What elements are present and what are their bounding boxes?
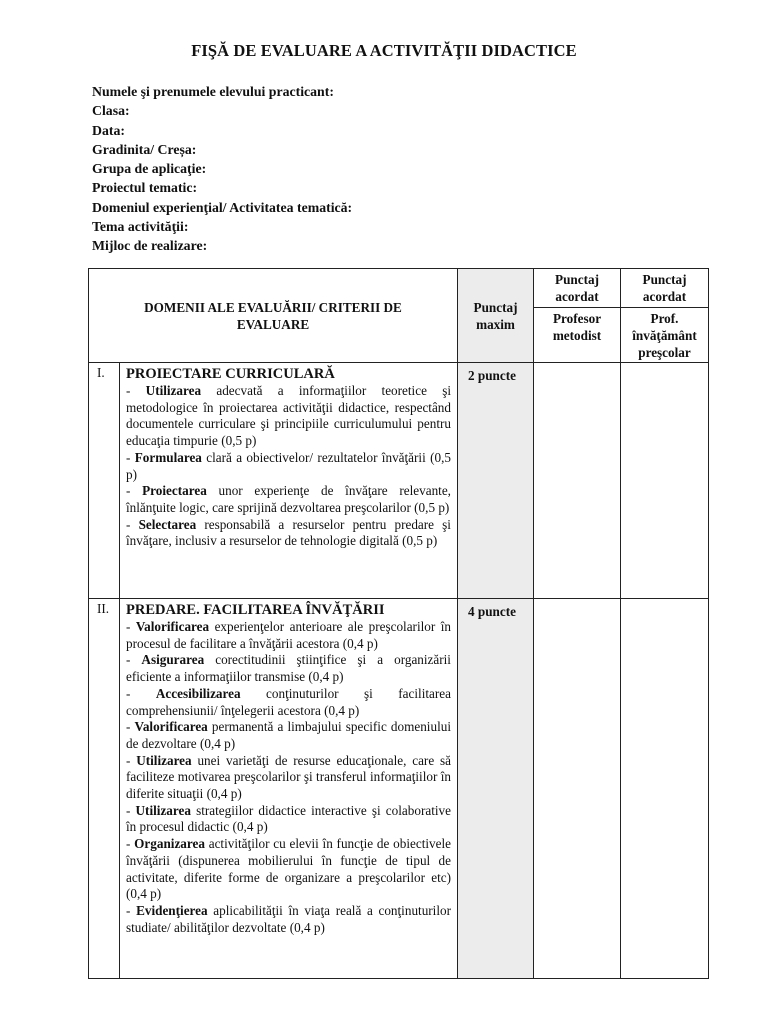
field-activity-theme: Tema activităţii:	[92, 219, 189, 235]
score-methodist-cell[interactable]	[534, 599, 621, 979]
student-info-fields	[92, 82, 352, 256]
criterion-item: - Selectarea responsabilă a resurselor pentru predare şi învăţare, inclusiv a resurselor de tehnologie digitală (0,5 p)	[126, 516, 451, 549]
table-row	[89, 599, 709, 979]
field-student-name: Numele şi prenumele elevului practicant:	[92, 84, 334, 99]
criterion-item: - Valorificarea permanentă a limbajului specific domeniului de dezvoltare (0,4 p)	[126, 719, 451, 751]
criterion-item: - Formularea clară a obiectivelor/ rezultatelor învăţării (0,5 p)	[126, 449, 451, 482]
field-experiential-domain: Domeniul experienţial/ Activitatea tematică:	[92, 199, 353, 215]
subheader-preschool-teacher: Prof. învăţământ preşcolar	[632, 311, 697, 360]
subheader-methodist: Profesor metodist	[552, 311, 602, 343]
section-max-points: 2 puncte	[458, 363, 534, 599]
section-number: II.	[89, 599, 120, 979]
header-awarded-2-cell	[621, 269, 709, 308]
criterion-item: - Utilizarea strategiilor didactice interactive şi colaborative în procesul didactic (0,4 p)	[126, 802, 451, 835]
score-preschool-teacher-cell[interactable]	[621, 599, 709, 979]
subheader-preschool-teacher-cell	[621, 308, 709, 363]
table-row	[89, 363, 709, 599]
field-kindergarten: Gradinita/ Creșa:	[92, 141, 197, 157]
section-criteria-cell	[120, 363, 458, 599]
evaluation-table	[88, 268, 709, 979]
header-awarded-1: Punctaj acordat	[555, 272, 599, 304]
section-title: PREDARE. FACILITAREA ÎNVĂŢĂRII	[126, 602, 385, 618]
criterion-item: - Utilizarea unei varietăţi de resurse educaţionale, care să faciliteze motivarea preşcolarilor şi transferul informaţiilor în diferite situaţii (0,4 p)	[126, 752, 451, 802]
header-awarded-1-cell	[534, 269, 621, 308]
criterion-item: - Asigurarea corectitudinii ştiinţifice şi a organizării eficiente a informaţiilor transmise (0,4 p)	[126, 652, 451, 685]
score-preschool-teacher-cell[interactable]	[621, 363, 709, 599]
criterion-item: - Utilizarea adecvată a informaţiilor teoretice şi metodologice în proiectarea activităţii didactice, respectând documentele curriculare şi principiile curriculumului pentru educaţia timpurie (0,5 p)	[126, 383, 451, 449]
field-application-group: Grupa de aplicaţie:	[92, 161, 207, 177]
header-criteria-cell	[89, 269, 458, 363]
criterion-item: - Valorificarea experienţelor anterioare ale preşcolarilor în procesul de facilitare a învăţării acestora (0,4 p)	[126, 619, 451, 651]
field-thematic-project: Proiectul tematic:	[92, 180, 198, 196]
document-title: FIŞĂ DE EVALUARE A ACTIVITĂŢII DIDACTICE	[191, 41, 577, 60]
criterion-item: - Evidenţierea aplicabilităţii în viaţa reală a conţinuturilor studiate/ abilităţilor dezvoltate (0,4 p)	[126, 902, 451, 935]
criterion-item: - Proiectarea unor experienţe de învăţare relevante, înlănţuite logic, care sprijină dezvoltarea preşcolarilor (0,5 p)	[126, 483, 451, 515]
section-criteria-cell	[120, 599, 458, 979]
section-max-points: 4 puncte	[458, 599, 534, 979]
table-header-row	[89, 269, 709, 308]
criterion-item: - Accesibilizarea conţinuturilor şi facilitarea comprehensiunii/ înţelegerii acestora (0,4 p)	[126, 685, 451, 718]
header-criteria: DOMENII ALE EVALUĂRII/ CRITERII DE EVALUARE	[144, 299, 402, 332]
header-awarded-2: Punctaj acordat	[642, 272, 687, 304]
header-max-points: Punctaj maxim	[473, 299, 518, 332]
section-number: I.	[89, 363, 120, 599]
score-methodist-cell[interactable]	[534, 363, 621, 599]
subheader-methodist-cell	[534, 308, 621, 363]
field-means-of-realization: Mijloc de realizare:	[92, 238, 208, 254]
criterion-item: - Organizarea activităţilor cu elevii în funcţie de obiectivele învăţării (dispunerea mobilierului în funcţie de tipul de activitate, diferite forme de organizare a preşcolarilor etc) (0,4 p)	[126, 836, 451, 902]
field-date: Data:	[92, 122, 125, 138]
field-class: Clasa:	[92, 103, 130, 119]
section-title: PROIECTARE CURRICULARĂ	[126, 366, 335, 382]
header-max-points-cell	[458, 269, 534, 363]
